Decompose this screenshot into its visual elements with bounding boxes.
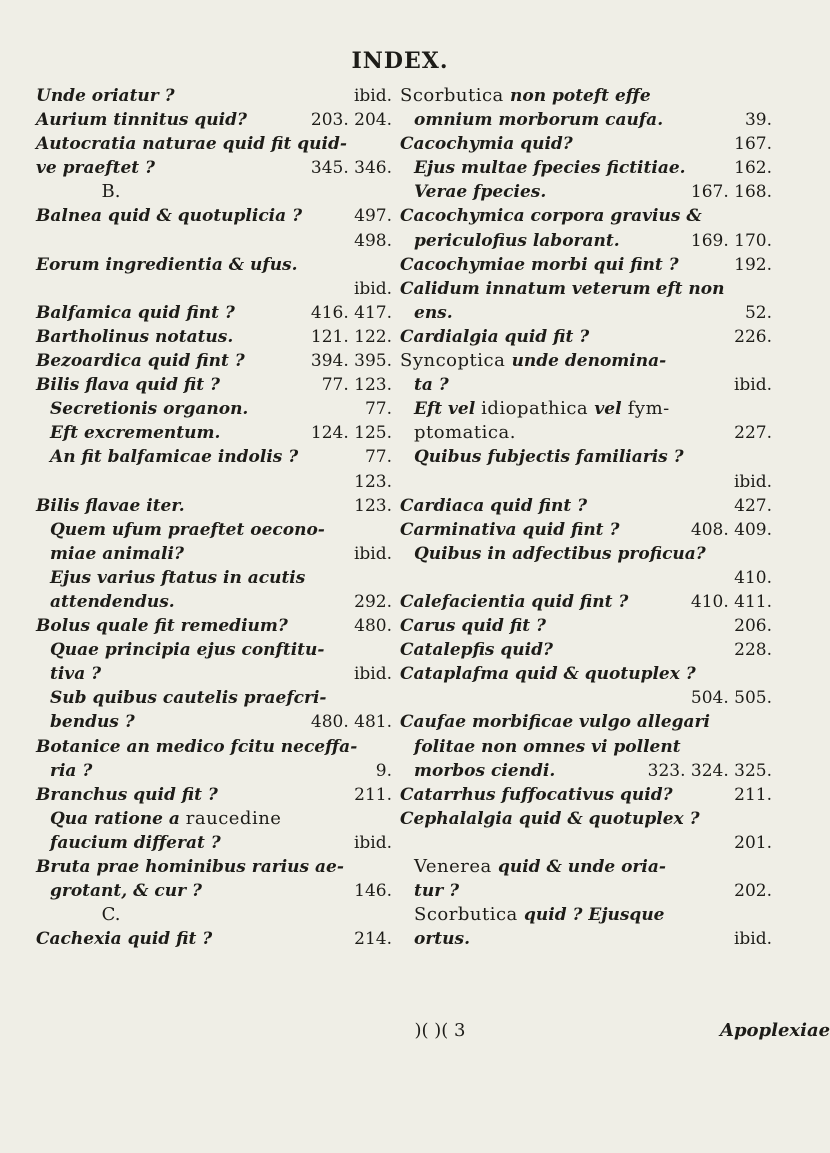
entry-line [400, 662, 772, 686]
index-entry [400, 662, 772, 710]
entry-line [400, 855, 772, 879]
index-entry [36, 108, 392, 132]
entry-line [36, 132, 392, 156]
page-reference: 410. 411. [690, 591, 772, 612]
entry-line [36, 445, 392, 469]
index-entry [36, 204, 392, 252]
entry-term: Autocratia naturae quid fit quid- [36, 134, 347, 155]
entry-line [36, 686, 392, 710]
entry-line [36, 421, 392, 445]
entry-line [400, 373, 772, 397]
entry-line [36, 204, 392, 228]
page-reference: 214. [354, 929, 392, 950]
index-entry [400, 614, 772, 638]
index-entry [400, 397, 772, 445]
page-reference: 77. 123. [321, 375, 392, 396]
page-reference: 123. [354, 495, 392, 516]
entry-line [36, 325, 392, 349]
entry-term: faucium differat ? [50, 832, 221, 853]
section-letter: B. [101, 181, 121, 203]
entry-term: Qua ratione a [50, 808, 186, 829]
entry-line [400, 277, 772, 301]
signature-mark: )( )( 3 [414, 1020, 466, 1041]
entry-line [36, 807, 392, 831]
entry-line [36, 831, 392, 855]
entry-line [400, 132, 772, 156]
entry-term: vel [594, 399, 622, 420]
index-entry [36, 638, 392, 686]
entry-line [400, 566, 772, 590]
entry-line [400, 470, 772, 494]
page-reference: 427. [734, 495, 772, 516]
entry-line [400, 445, 772, 469]
index-entry [36, 421, 392, 445]
index-entry [400, 445, 772, 493]
page-reference: 323. 324. 325. [647, 760, 772, 781]
entry-roman-term: raucedine [185, 807, 282, 829]
entry-line [36, 494, 392, 518]
page-reference: ibid. [733, 375, 772, 396]
index-entry [36, 373, 392, 397]
page-reference: 228. [734, 640, 772, 661]
entry-line [400, 397, 772, 421]
entry-term: Branchus quid fit ? [36, 784, 218, 805]
index-entry [400, 710, 772, 782]
index-entry [400, 638, 772, 662]
index-entry [400, 855, 772, 903]
index-entry [36, 325, 392, 349]
page-reference: 52. [744, 302, 772, 323]
entry-line [36, 373, 392, 397]
entry-term: Cephalalgia quid & quotuplex ? [400, 808, 700, 829]
entry-term: Cacochymiae morbi qui fint ? [400, 254, 679, 275]
index-entry [36, 301, 392, 325]
entry-line [36, 253, 392, 277]
entry-line [400, 253, 772, 277]
entry-line [36, 229, 392, 253]
page-reference: 227. [734, 423, 772, 444]
entry-line [400, 494, 772, 518]
index-entry [36, 686, 392, 734]
page-reference: 480. 481. [310, 712, 392, 733]
entry-line [36, 566, 392, 590]
entry-term: ria ? [50, 760, 93, 781]
entry-term: Verae fpecies. [414, 182, 547, 203]
entry-term: Cacochymia quid? [400, 134, 573, 155]
entry-term: An fit balfamicae indolis ? [50, 447, 299, 468]
entry-term: ortus. [414, 929, 470, 950]
entry-line [36, 349, 392, 373]
entry-line [400, 301, 772, 325]
page-reference: 206. [734, 616, 772, 637]
entry-line [400, 421, 772, 445]
entry-term: Carus quid fit ? [400, 616, 546, 637]
entry-term: Cataplafma quid & quotuplex ? [400, 664, 696, 685]
entry-line [400, 903, 772, 927]
entry-roman-term: idiopathica [481, 398, 595, 420]
index-entry [36, 566, 392, 614]
page-reference: 504. 505. [690, 688, 772, 709]
entry-term: Calefacientia quid fint ? [400, 591, 629, 612]
page-reference: ibid. [353, 278, 392, 299]
entry-line [400, 783, 772, 807]
entry-term: tur ? [414, 881, 460, 902]
page-reference: 203. 204. [310, 110, 392, 131]
page-reference: 211. [734, 784, 772, 805]
entry-term: Unde oriatur ? [36, 86, 175, 106]
index-entry [36, 397, 392, 421]
entry-term: unde denomina- [511, 351, 667, 372]
index-entry [36, 253, 392, 301]
page-reference: 480. [354, 616, 392, 637]
page-reference: 77. [364, 447, 392, 468]
entry-term: Bolus quale fit remedium? [36, 616, 288, 637]
entry-line [36, 301, 392, 325]
entry-term: attendendus. [50, 591, 175, 612]
entry-roman-term: Scorbutica [400, 85, 510, 106]
entry-term: Cardiaca quid fint ? [400, 495, 588, 516]
page-reference: 226. [734, 326, 772, 347]
index-entry [400, 253, 772, 277]
entry-line [400, 518, 772, 542]
entry-line [36, 518, 392, 542]
entry-line [36, 710, 392, 734]
entry-term: Bruta prae hominibus rarius ae- [36, 857, 344, 877]
entry-term: Quibus fubjectis familiaris ? [414, 447, 684, 468]
entry-line [36, 277, 392, 301]
entry-term: morbos ciendi. [414, 760, 556, 781]
entry-line [36, 759, 392, 783]
page-reference: 211. [354, 784, 392, 805]
page-reference: 162. [734, 158, 772, 179]
index-entry [400, 903, 772, 951]
index-column-left [36, 84, 392, 951]
page-reference: 292. [354, 591, 392, 612]
entry-term: Botanice an medico fcitu neceffa- [36, 736, 358, 757]
entry-line [36, 590, 392, 614]
entry-term: Quem ufum praeftet oecono- [50, 519, 325, 540]
entry-line [400, 349, 772, 373]
index-entry [400, 807, 772, 855]
entry-term: Eft excrementum. [50, 423, 221, 444]
page-reference: ibid. [353, 664, 392, 685]
page-header: INDEX. [351, 48, 449, 74]
page-reference: 202. [734, 881, 772, 902]
entry-term: Catarrhus fuffocativus quid? [400, 784, 673, 805]
index-entry [36, 445, 392, 493]
entry-line [400, 927, 772, 951]
section-letter: C. [101, 904, 121, 926]
entry-term: quid & unde oria- [497, 857, 666, 877]
entry-line [36, 735, 392, 759]
entry-term: Quae principia ejus conftitu- [50, 640, 325, 661]
index-entry [36, 783, 392, 807]
index-entry [36, 518, 392, 566]
page-reference: 121. 122. [310, 326, 392, 347]
entry-term: quid ? Ejusque [524, 905, 665, 926]
index-entry [400, 180, 772, 204]
page-reference: 192. [734, 254, 772, 275]
page-reference: 169. 170. [690, 230, 772, 251]
entry-line [400, 735, 772, 759]
entry-term: Bilis flavae iter. [36, 495, 185, 516]
entry-line [400, 84, 772, 108]
entry-roman-term: ptomatica. [414, 422, 516, 444]
entry-term: Caufae morbificae vulgo allegari [400, 712, 710, 733]
entry-term: Ejus varius ftatus in acutis [50, 567, 306, 588]
index-entry [400, 156, 772, 180]
page-reference: 167. [734, 134, 772, 155]
page-reference: 497. [354, 206, 392, 227]
page-reference: ibid. [733, 929, 772, 950]
entry-term: Balfamica quid fint ? [36, 302, 235, 323]
entry-term: ve praeftet ? [36, 158, 155, 179]
entry-line [400, 542, 772, 566]
entry-term: Secretionis organon. [50, 399, 249, 420]
page-reference: 124. 125. [310, 423, 392, 444]
entry-term: Aurium tinnitus quid? [36, 110, 247, 131]
entry-roman-term: Venerea [414, 856, 498, 877]
page-reference: 123. [354, 471, 392, 492]
entry-term: omnium morborum caufa. [414, 110, 664, 131]
entry-line [400, 759, 772, 783]
page-reference: ibid. [733, 471, 772, 492]
page-reference: 410. [734, 567, 772, 588]
entry-line [400, 879, 772, 903]
index-entry [36, 855, 392, 903]
entry-roman-term: Scorbutica [414, 904, 524, 926]
entry-line [36, 662, 392, 686]
entry-line [36, 397, 392, 421]
page-reference: 345. 346. [310, 158, 392, 179]
index-entry [36, 494, 392, 518]
entry-line [36, 614, 392, 638]
page-reference: 416. 417. [310, 302, 392, 323]
page-reference: 408. 409. [690, 519, 772, 540]
index-entry [400, 518, 772, 542]
index-entry [400, 590, 772, 614]
entry-term: Sub quibus cautelis praefcri- [50, 688, 327, 709]
entry-term: Carminativa quid fint ? [400, 519, 620, 540]
entry-line [400, 108, 772, 132]
page-reference: ibid. [353, 832, 392, 853]
entry-term: Quibus in adfectibus proficua? [414, 543, 706, 564]
page-reference: 201. [734, 832, 772, 853]
entry-term: Bartholinus notatus. [36, 326, 234, 347]
index-entry [400, 325, 772, 349]
entry-line [400, 807, 772, 831]
entry-line [400, 204, 772, 228]
page-reference: 9. [375, 760, 392, 781]
entry-line [36, 108, 392, 132]
entry-line [400, 590, 772, 614]
index-entry [400, 542, 772, 590]
page-reference: 394. 395. [310, 351, 392, 372]
entry-line [36, 855, 392, 879]
entry-term: grotant, & cur ? [50, 881, 202, 902]
entry-line [400, 325, 772, 349]
index-entry [36, 807, 392, 855]
index-entry [400, 204, 772, 252]
entry-term: Catalepfis quid? [400, 640, 553, 661]
entry-term: Eft vel [414, 399, 482, 420]
entry-term: periculofius laborant. [414, 230, 620, 251]
page-footer [0, 1020, 830, 1041]
page-reference: 167. 168. [690, 182, 772, 203]
entry-term: ta ? [414, 375, 449, 396]
page-reference: 146. [354, 881, 392, 902]
entry-line [400, 229, 772, 253]
page-reference: 77. [364, 399, 392, 420]
entry-line [36, 879, 392, 903]
entry-roman-term: Syncoptica [400, 350, 512, 372]
index-entry [36, 614, 392, 638]
entry-term: Eorum ingredientia & ufus. [36, 254, 298, 275]
index-entry [400, 132, 772, 156]
entry-term: bendus ? [50, 712, 135, 733]
entry-line [400, 831, 772, 855]
page-reference: 498. [354, 230, 392, 251]
entry-term: Cacochymica corpora gravius & [400, 206, 702, 227]
entry-term: Cachexia quid fit ? [36, 929, 213, 950]
page-reference: ibid. [353, 86, 392, 106]
entry-term: non poteft effe [510, 86, 651, 106]
index-entry [400, 277, 772, 325]
entry-term: Bilis flava quid fit ? [36, 375, 221, 396]
entry-term: Balnea quid & quotuplicia ? [36, 206, 303, 227]
entry-line [36, 542, 392, 566]
entry-line [400, 614, 772, 638]
catchword: Apoplexiae [720, 1020, 830, 1041]
index-entry [36, 927, 392, 951]
index-entry [36, 84, 392, 108]
index-entry [400, 349, 772, 397]
index-column-right [400, 84, 772, 951]
entry-term: Cardialgia quid fit ? [400, 326, 590, 347]
entry-roman-term: fym- [621, 398, 670, 420]
page-reference: 39. [744, 110, 772, 131]
entry-line [400, 710, 772, 734]
index-entry [400, 783, 772, 807]
entry-line [36, 84, 392, 108]
entry-term: folitae non omnes vi pollent [414, 736, 681, 757]
entry-term: miae animali? [50, 543, 184, 564]
index-entry [400, 84, 772, 132]
entry-line [400, 638, 772, 662]
entry-term: Ejus multae fpecies fictitiae. [414, 158, 686, 179]
entry-line [36, 927, 392, 951]
index-entry [400, 494, 772, 518]
entry-line [400, 180, 772, 204]
entry-term: ens. [414, 302, 453, 323]
entry-line [36, 783, 392, 807]
entry-line [36, 156, 392, 180]
entry-line [36, 470, 392, 494]
entry-term: Bezoardica quid fint ? [36, 351, 245, 372]
entry-term: tiva ? [50, 664, 102, 685]
index-entry [36, 735, 392, 783]
page-reference: ibid. [353, 543, 392, 564]
entry-line [400, 686, 772, 710]
entry-line [36, 638, 392, 662]
index-entry [36, 349, 392, 373]
entry-term: Calidum innatum veterum eft non [400, 278, 725, 299]
entry-line [400, 156, 772, 180]
index-entry [36, 132, 392, 180]
